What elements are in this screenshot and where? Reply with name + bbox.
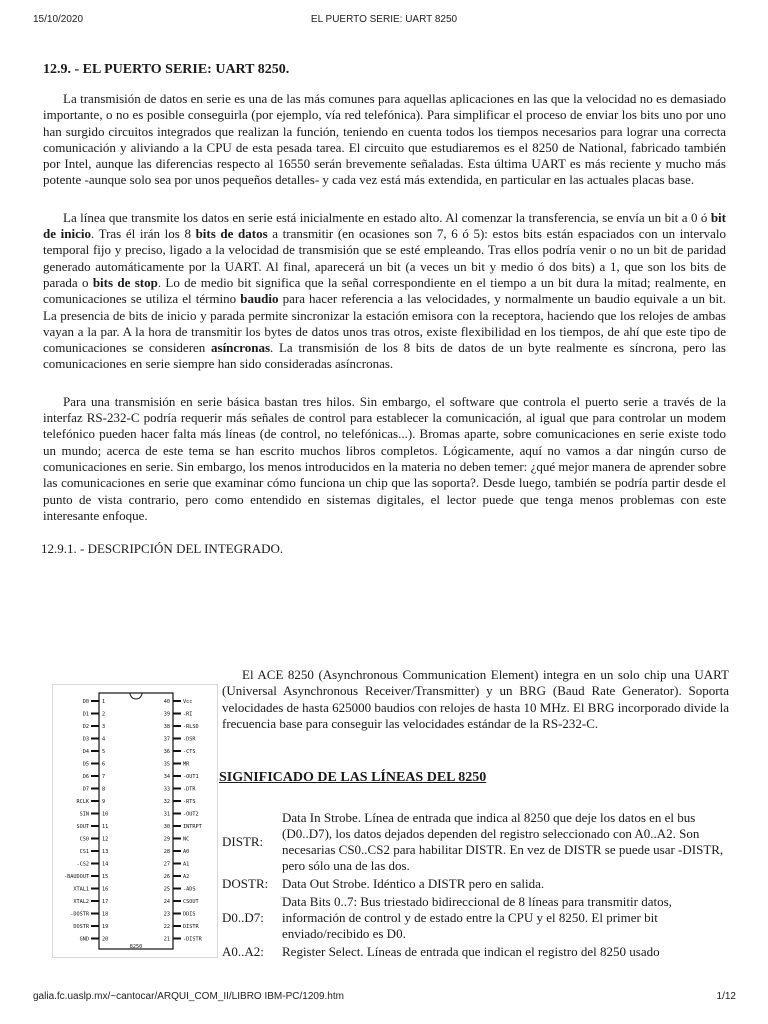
chip-pin-name-right: NC [183,836,190,843]
chip-pin-name-left: CS1 [79,849,89,855]
signal-description: Data Out Strobe. Idéntico a DISTR pero en salida. [282,876,545,891]
p2-bold-bit-de-inicio: bit de inicio [43,209,726,242]
chip-pin-name-right: DISTR [183,924,199,930]
paragraph-3: Para una transmisión en serie básica bastan tres hilos. Sin embargo, el software que controla el puerto serie a través de la interfaz RS-232-C podría requerir más señales de control para establecer la comunicación, al igual que para controlar un modem telefónico pueden hacer falta más líneas (de control, no telefónicas...). Bromas aparte, sobre comunicaciones en serie existe todo un mundo; acerca de este tema se han escrito muchos libros completos. Lógicamente, aquí no vamos a dar ningún curso de comunicaciones en serie. Sin embargo, los menos introducidos en la materia no deben temer: ¿qué mejor manera de aprender sobre las comunicaciones en serie que examinar cómo funciona un chip que las soporta?. Desde luego, también se podría partir desde el punto de vista contrario, pero como entendido en sistemas digitales, el lector puede que tenga menos problemas con este interesante enfoque. [43,393,726,523]
chip-pinout-svg [53,685,217,957]
chip-pin-number-right: 39 [163,711,170,718]
chip-pin-number-right: 23 [163,911,170,918]
chip-pin-name-left: D4 [82,749,89,755]
signal-name: D0..D7: [222,910,264,925]
document-body [43,62,726,557]
chip-pin-number-right: 35 [163,761,170,768]
chip-pin-name-left: D6 [82,774,89,780]
chip-pin-name-left: DOSTR [73,924,89,930]
chip-pin-number-right: 33 [163,786,170,793]
chip-pin-number-right: 25 [163,886,170,893]
p2-bold-baudio: baudio [240,291,279,307]
p2-text-f: para hacer referencia a las velocidades, y normalmente un baudio equivale a un bit. La presencia de bits de inicio y parada permite sincronizar la estación emisora con la receptora, haciendo que los relojes de ambas vayan a la par. A la hora de transmitir los bytes de datos unos tras otros, existe flexibilidad en los tiempos, de ahí que este tipo de comunicaciones se consideren [43,291,726,356]
chip-pin-name-right: -RTS [183,799,196,805]
chip-pin-name-left: D3 [82,736,89,743]
chip-pin-number-left: 7 [102,774,106,780]
chip-pin-number-right: 31 [163,811,170,818]
header-date: 15/10/2020 [33,14,84,25]
chip-pin-number-left: 9 [102,799,106,805]
chip-pin-number-left: 4 [102,736,106,743]
chip-pin-number-right: 37 [163,736,170,743]
p2-text-g: . La transmisión de los 8 bits de datos de un byte realmente es síncrona, pero las comunicaciones en serie siempre han sido consideradas asíncronas. [43,340,726,372]
chip-pin-number-left: 12 [102,836,109,843]
chip-pin-name-left: D2 [82,724,89,730]
chip-pin-number-left: 8 [102,786,106,793]
signal-row [222,876,729,894]
chip-pin-number-right: 21 [163,936,170,943]
chip-pin-name-right: -ADS [183,886,196,893]
chip-pin-number-left: 6 [102,761,106,768]
p2-bold-bits-de-stop: bits de stop [92,274,158,290]
paragraph-1: La transmisión de datos en serie es una de las más comunes para aquellas aplicaciones en las que la velocidad no es demasiado importante, o no es posible conseguirla (por ejemplo, vía red telefónica). Para simplificar el proceso de enviar los bits uno por uno han surgido circuitos integrados que realizan la función, teniendo en cuenta todos los tiempos necesarios para lograr una correcta comunicación y aliviando a la CPU de esta pesada tarea. El circuito que estudiaremos es el 8250 de National, fabricado también por Intel, aunque las diferencias respecto al 16550 serán brevemente señaladas. Esta última UART es más reciente y mucho más potente -aunque solo sea por unos pequeños detalles- y cada vez está más extendida, en particular en las actuales placas base. [43,91,726,188]
signal-row [222,810,729,876]
chip-pin-name-right: Vcc [183,699,193,705]
chip-pin-number-right: 22 [163,924,170,930]
chip-pin-name-left: SOUT [76,824,89,830]
chip-pin-name-right: CSOUT [183,899,199,905]
chip-pin-number-left: 19 [102,924,109,930]
chip-pin-number-left: 17 [102,899,109,905]
p2-bold-bits-de-datos: bits de datos [195,226,268,242]
subsection-title: 12.9.1. - DESCRIPCIÓN DEL INTEGRADO. [41,541,284,557]
chip-pin-name-right: -RI [183,711,193,718]
chip-pin-name-right: -RLSD [183,724,199,730]
chip-pin-number-right: 28 [163,849,170,855]
paragraph-2 [43,210,726,373]
signal-name: DOSTR: [222,876,269,891]
chip-pin-name-left: XTAL2 [73,899,89,905]
chip-pin-name-right: MR [183,761,190,768]
chip-pin-number-right: 26 [163,874,170,880]
chip-pin-name-left: XTAL1 [73,886,89,893]
chip-pin-name-left: D1 [82,711,89,718]
signal-name: DISTR: [222,834,264,849]
signal-name: A0..A2: [222,944,264,959]
signals-heading: SIGNIFICADO DE LAS LÍNEAS DEL 8250 [219,770,487,785]
signal-description: Data In Strobe. Línea de entrada que indica al 8250 que deje los datos en el bus (D0..D7), los datos dejados dependen del registro seleccionado con A0..A2. Son necesarias CS0..CS2 para habilitar DISTR. En vez de DISTR se puede usar -DISTR, pero sólo una de las dos. [282,810,724,873]
chip-pin-name-left: -BAUDOUT [64,874,89,880]
chip-pin-name-left: SIN [79,811,89,818]
chip-pinout-diagram [52,684,218,958]
chip-pin-number-left: 11 [102,824,109,830]
chip-pin-name-right: A1 [183,861,190,868]
chip-pin-name-left: GND [79,936,89,943]
footer-url: galia.fc.uaslp.mx/~cantocar/ARQUI_COM_II/LIBRO IBM-PC/1209.htm [33,991,344,1002]
chip-pin-number-left: 14 [102,861,109,868]
chip-pin-name-left: -DOSTR [70,911,89,918]
chip-body [99,693,173,949]
chip-pin-name-right: -OUT1 [183,774,199,780]
chip-pin-number-right: 30 [163,824,170,830]
chip-pin-number-left: 13 [102,849,109,855]
chip-pin-name-right: -DSR [183,736,196,743]
chip-pin-number-left: 16 [102,886,109,893]
chip-pin-name-left: CS0 [79,836,89,843]
chip-intro-paragraph: El ACE 8250 (Asynchronous Communication Element) integra en un solo chip una UART (Universal Asynchronous Receiver/Transmitter) y un BRG (Baud Rate Generator). Soporta velocidades de hasta 625000 baudios con relojes de hasta 10 MHz. El BRG incorporado divide la frecuencia base para conseguir las velocidades estándar de la RS-232-C. [222,667,729,731]
chip-pin-number-right: 34 [163,774,170,780]
chip-pin-name-right: -DTR [183,786,196,793]
chip-pin-number-right: 24 [163,899,170,905]
chip-pin-name-right: -OUT2 [183,811,199,818]
p2-text-d: a transmitir (en ocasiones son 7, 6 ó 5): estos bits están espaciados con un intervalo temporal fijo y preciso, ligado a la velocidad de transmisión que se esté empleando. Tras ellos podría venir o no un bit de paridad generado automáticamente por la UART. Al final, aparecerá un bit (a veces un bit y medio ó dos bits) a 1, que son los bits de parada o [43,226,727,290]
chip-pin-name-left: D5 [82,761,89,768]
chip-pin-number-right: 27 [163,861,170,868]
chip-pin-name-right: A0 [183,849,190,855]
signals-table [222,810,729,962]
chip-pin-name-left: -CS2 [76,861,89,868]
chip-pin-name-left: RCLK [76,799,89,805]
chip-pin-number-left: 2 [102,711,106,718]
chip-pin-number-right: 29 [163,836,170,843]
chip-pin-name-left: D7 [82,786,89,793]
p2-text-a: La línea que transmite los datos en serie está inicialmente en estado alto. Al comenzar la transferencia, se envía un bit a 0 ó [63,209,711,225]
chip-pin-number-right: 36 [163,749,170,755]
chip-pin-number-right: 40 [163,699,170,705]
signal-row [222,894,729,944]
chip-label: 8250 [129,944,143,950]
chip-pin-number-left: 3 [102,724,106,730]
p2-bold-asincronas: asíncronas [211,340,271,356]
chip-pin-number-left: 5 [102,749,106,755]
chip-pin-number-right: 32 [163,799,170,805]
signal-description: Register Select. Líneas de entrada que indican el registro del 8250 usado [282,944,660,959]
signal-description: Data Bits 0..7: Bus triestado bidireccional de 8 líneas para transmitir datos, información de control y de estado entre la CPU y el 8250. El primer bit enviado/recibido es D0. [282,894,672,941]
chip-pin-number-left: 1 [102,699,106,705]
section-title: 12.9. - EL PUERTO SERIE: UART 8250. [43,62,290,77]
chip-pin-number-left: 20 [102,936,109,943]
chip-pin-name-left: D0 [82,699,89,705]
chip-pin-name-right: DDIS [183,911,196,918]
footer-page-number: 1/12 [716,991,736,1002]
p2-text-e: . Lo de medio bit significa que la señal correspondiente en el tiempo a un bit dura la mitad; realmente, en comunicaciones se utiliza el término [43,274,726,307]
chip-pin-name-right: -CTS [183,749,196,755]
chip-pin-number-left: 18 [102,911,109,918]
chip-pin-name-right: INTRPT [183,824,202,830]
signal-row [222,944,729,962]
chip-pin-name-right: -DISTR [183,936,202,943]
chip-pin-number-left: 15 [102,874,109,880]
chip-pin-number-right: 38 [163,724,170,730]
chip-pin-name-right: A2 [183,874,190,880]
header-title: EL PUERTO SERIE: UART 8250 [310,14,458,25]
chip-pin-number-left: 10 [102,811,109,818]
p2-text-c: . Tras él irán los 8 [90,226,196,242]
